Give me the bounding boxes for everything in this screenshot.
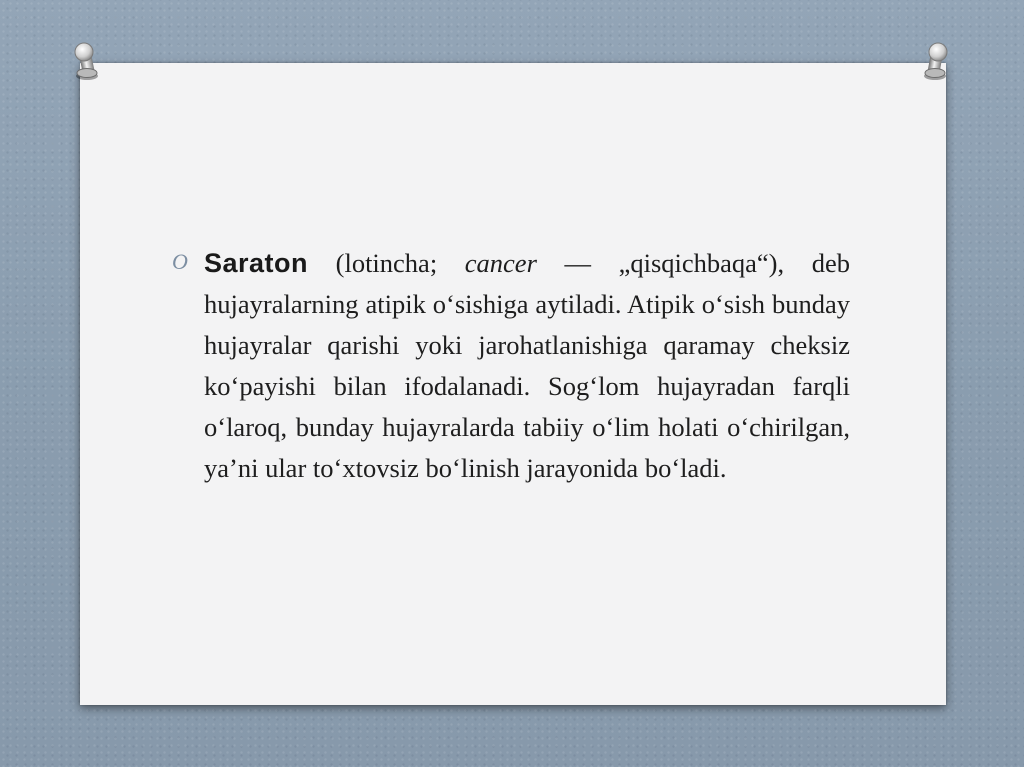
term-heading: Saraton <box>204 248 309 278</box>
pushpin-icon <box>70 40 102 82</box>
slide-content <box>172 243 850 489</box>
text-segment: — „qisqichbaqa“), deb hujayralarning atipik o‘sishiga aytiladi. Atipik o‘sish bunday hujayralar qarishi yoki jarohatlanishiga qaramay cheksiz ko‘payishi bilan ifodalanadi. Sog‘lom hujayradan farqli o‘laroq, bunday hujayralarda tabiiy o‘lim holati o‘chirilgan, ya’ni ular to‘xtovsiz bo‘linish jarayonida bo‘ladi. <box>204 248 850 483</box>
pushpin-icon <box>920 40 952 82</box>
text-segment: (lotincha; <box>308 248 465 278</box>
paragraph-text <box>204 243 850 489</box>
italic-word: cancer <box>464 248 537 278</box>
bullet-marker: O <box>172 249 188 274</box>
